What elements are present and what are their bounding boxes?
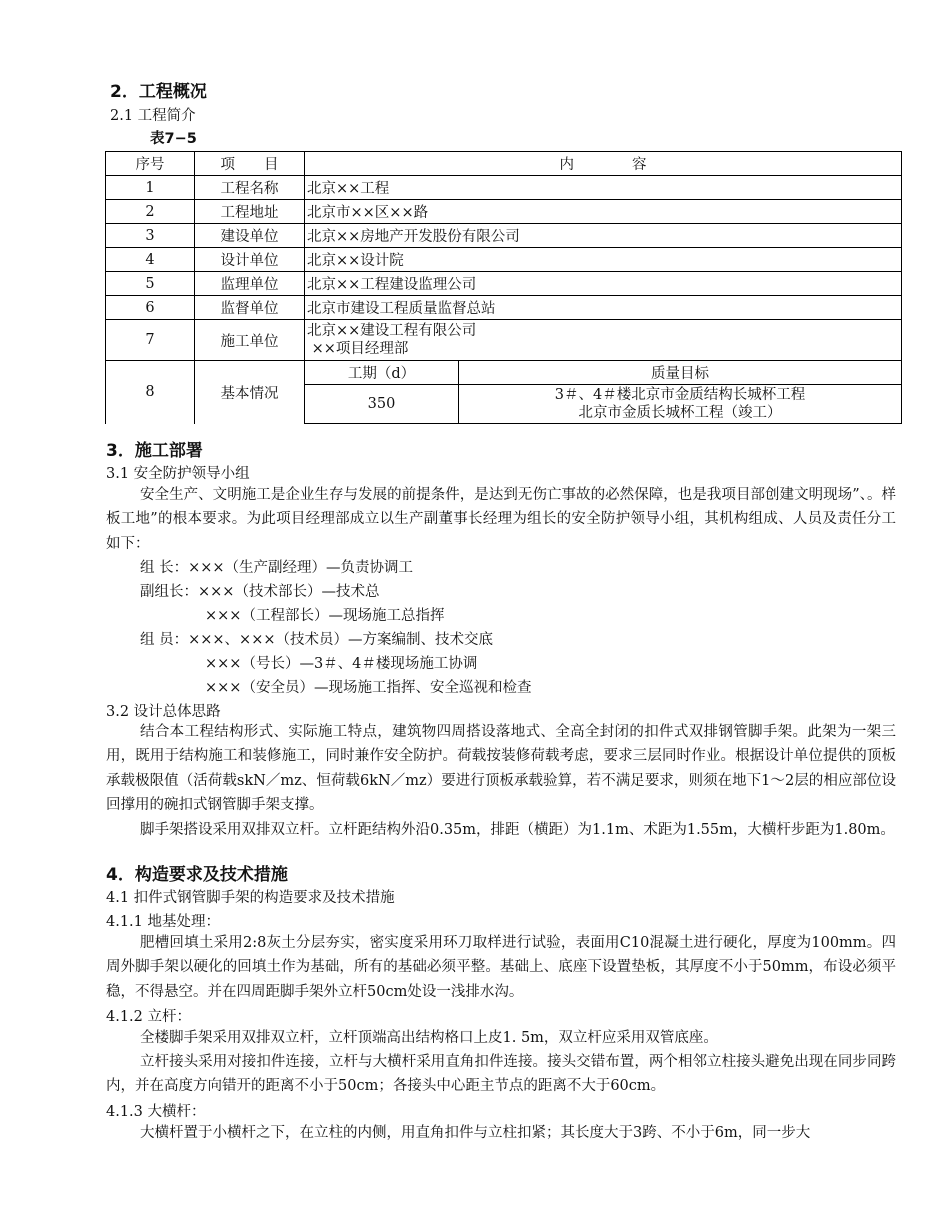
row-item: 建设单位 (195, 224, 305, 248)
paragraph-4-1-3: 大横杆置于小横杆之下，在立柱的内侧，用直角扣件与立柱扣紧；其长度大于3跨、不小于6m，同一步大 (140, 1125, 811, 1141)
table-row (106, 224, 902, 248)
subsection-2-1: 2.1 工程简介 (110, 108, 196, 124)
table-header-row (106, 152, 902, 176)
row-no: 6 (106, 296, 195, 320)
row-content: 北京市建设工程质量监督总站 (305, 296, 902, 320)
table-row-basic (106, 361, 902, 385)
period-value: 350 (305, 385, 459, 424)
section-2-title: 2．工程概况 (110, 82, 207, 102)
table-row (106, 296, 902, 320)
table-caption: 表7−5 (150, 131, 197, 147)
header-item: 项 目 (195, 152, 305, 176)
paragraph-4-1-2-b: 立杆接头采用对接扣件连接，立杆与大横杆采用直角扣件连接。接头交错布置，两个相邻立柱接头避免出现在同步同跨内，并在高度方向错开的距离不小于50cm；各接头中心距主节点的距离不大于60cm。 (106, 1054, 896, 1095)
subsection-3-1: 3.1 安全防护领导小组 (106, 466, 250, 482)
row-no: 7 (106, 320, 195, 361)
row-item: 施工单位 (195, 320, 305, 361)
row-content-line: ××项目经理部 (307, 341, 409, 357)
row-no: 4 (106, 248, 195, 272)
period-header: 工期（d） (305, 361, 459, 385)
subsection-4-1-2: 4.1.2 立杆： (106, 1009, 192, 1025)
row-no: 2 (106, 200, 195, 224)
subsection-3-2: 3.2 设计总体思路 (106, 704, 221, 720)
paragraph-3-2: 结合本工程结构形式、实际施工特点，建筑物四周搭设落地式、全高全封闭的扣件式双排钢管脚手架。此架为一架三用，既用于结构施工和装修施工，同时兼作安全防护。荷载按装修荷载考虑，要求三层同时作业。根据设计单位提供的顶板承载极限值（活荷载skN／mz、恒荷载6kN／mz）要进行顶板承载验算，若不满足要求，则须在地下1～2层的相应部位设回撑用的碗扣式钢管脚手架支撑。 (106, 724, 896, 814)
row-item: 监督单位 (195, 296, 305, 320)
row-no: 5 (106, 272, 195, 296)
member-line: ×××（号长）—3＃、4＃楼现场施工协调 (205, 656, 478, 672)
subsection-4-1: 4.1 扣件式钢管脚手架的构造要求及技术措施 (106, 890, 395, 906)
row-no: 3 (106, 224, 195, 248)
row-item: 监理单位 (195, 272, 305, 296)
table-row (106, 272, 902, 296)
header-no: 序号 (106, 152, 195, 176)
section-3-title: 3．施工部署 (106, 441, 203, 461)
row-item: 工程地址 (195, 200, 305, 224)
row-item: 基本情况 (195, 361, 305, 424)
row-item: 工程名称 (195, 176, 305, 200)
table-row (106, 320, 902, 361)
paragraph-4-1-2-a: 全楼脚手架采用双排双立杆，立杆顶端高出结构格口上皮1. 5m，双立杆应采用双管底座。 (140, 1030, 718, 1046)
row-content: 北京××工程建设监理公司 (305, 272, 902, 296)
row-no: 8 (106, 361, 195, 424)
row-content: 北京市××区××路 (305, 200, 902, 224)
row-content-line: 北京××建设工程有限公司 (307, 323, 477, 339)
paragraph-3-1: 安全生产、文明施工是企业生存与发展的前提条件，是达到无伤亡事故的必然保障，也是我项目部创建文明现场”、。样板工地”的根本要求。为此项目经理部成立以生产副董事长经理为组长的安全防护领导小组，其机构组成、人员及责任分工如下： (106, 487, 896, 552)
subsection-4-1-3: 4.1.3 大横杆： (106, 1104, 206, 1120)
header-content: 内 容 (305, 152, 902, 176)
member-line: 组 员：×××、×××（技术员）—方案编制、技术交底 (140, 632, 494, 648)
member-line: 组 长：×××（生产副经理）—负责协调工 (140, 560, 414, 576)
paragraph-3-2-b: 脚手架搭设采用双排双立杆。立杆距结构外沿0.35m，排距（横距）为1.1m、术距为1.55m，大横杆步距为1.80m。 (140, 822, 895, 838)
quality-value (459, 385, 902, 424)
quality-line: 北京市金质长城杯工程（竣工） (578, 405, 782, 421)
project-info-table (105, 151, 902, 424)
member-line: ×××（工程部长）—现场施工总指挥 (205, 608, 445, 624)
subsection-4-1-1: 4.1.1 地基处理： (106, 914, 221, 930)
table-row (106, 176, 902, 200)
row-no: 1 (106, 176, 195, 200)
table-row (106, 248, 902, 272)
section-4-title: 4．构造要求及技术措施 (106, 865, 288, 885)
row-content (305, 320, 902, 361)
member-line: 副组长：×××（技术部长）—技术总 (140, 584, 380, 600)
paragraph-4-1-1: 肥槽回填土采用2:8灰土分层夯实，密实度采用环刀取样进行试验，表面用C10混凝土进行硬化，厚度为100mm。四周外脚手架以硬化的回填土作为基础，所有的基础必须平整。基础上、底座下设置垫板，其厚度不小于50mm，布设必须平稳，不得悬空。并在四周距脚手架外立杆50cm处设一浅排水沟。 (106, 935, 896, 1000)
row-content: 北京××设计院 (305, 248, 902, 272)
quality-line: 3＃、4＃楼北京市金质结构长城杯工程 (554, 387, 806, 403)
row-content: 北京××房地产开发股份有限公司 (305, 224, 902, 248)
table-row (106, 200, 902, 224)
row-content: 北京××工程 (305, 176, 902, 200)
quality-header: 质量目标 (459, 361, 902, 385)
row-item: 设计单位 (195, 248, 305, 272)
member-line: ×××（安全员）—现场施工指挥、安全巡视和检查 (205, 680, 532, 696)
